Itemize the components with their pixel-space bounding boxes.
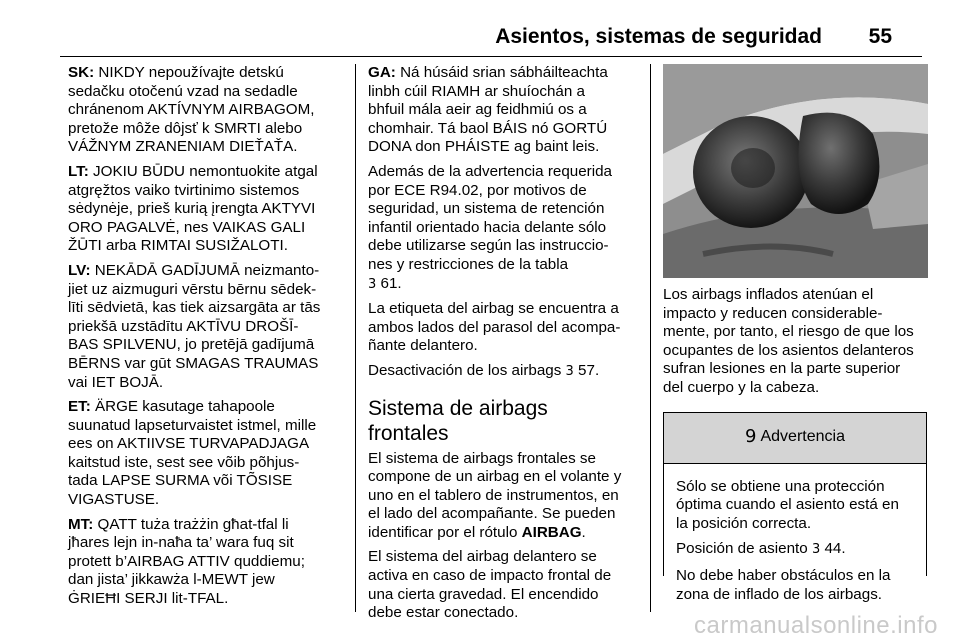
page-ref-link[interactable]: 57. bbox=[573, 361, 600, 379]
warning-text-position: Sólo se obtiene una protección óptima cuando el asiento está en la posición correcta. bbox=[676, 477, 899, 532]
warning-text: NIKDY nepoužívajte detskú sedačku otočenú vzad na sedadle chránenom AKTÍVNYM AIRBAGOM, pretože môže dôjsť k SMRTI alebo VÁŽNYM ZRANENIAM DIEŤAŤA. bbox=[68, 64, 315, 156]
body-text: Posición de asiento bbox=[676, 540, 812, 558]
language-code: ET: bbox=[68, 398, 91, 416]
language-code: MT: bbox=[68, 515, 94, 533]
figure-caption: Los airbags inflados atenúan el impacto y reducen considerable- mente, por tanto, el riesgo de que los ocupantes de los asientos delanteros sufran lesiones en la parte superior del cuerpo y la cabeza. bbox=[663, 286, 914, 396]
warning-title: Advertencia bbox=[760, 428, 845, 446]
warning-paragraph-lv bbox=[68, 262, 352, 392]
language-code: LT: bbox=[68, 162, 89, 180]
body-paragraph-ece bbox=[368, 163, 636, 294]
warning-paragraph-lt bbox=[68, 163, 352, 256]
middle-column bbox=[368, 64, 636, 629]
header-divider bbox=[60, 56, 922, 57]
page-title: Asientos, sistemas de seguridad bbox=[495, 25, 822, 48]
inflated-airbags-image bbox=[663, 64, 928, 278]
warning-paragraph-mt bbox=[68, 516, 352, 609]
body-paragraph-system bbox=[368, 450, 636, 543]
warning-box bbox=[663, 412, 927, 603]
left-column bbox=[68, 64, 352, 615]
body-paragraph-label: La etiqueta del airbag se encuentra a ambos lados del parasol del acompa- ñante delantero. bbox=[368, 300, 621, 355]
column-divider-right bbox=[650, 64, 651, 612]
body-text: . bbox=[581, 523, 586, 541]
watermark: carmanualsonline.info bbox=[694, 612, 938, 639]
warning-text: Ná húsáid srian sábháilteachta linbh cúil RIAMH ar shuíochán a bhfuil mála aeir ag feidhmiú os a chomhair. Tá baol BÁIS nó GORTÚ DONA don PHÁISTE ag baint leis. bbox=[368, 64, 608, 156]
warning-paragraph-sk bbox=[68, 64, 352, 157]
page-ref-icon: 3 bbox=[368, 276, 377, 292]
language-code: GA: bbox=[368, 64, 396, 81]
warning-text: QATT tuża trażżin għat-tfal li jħares lejn in-naħa ta’ wara fuq sit protett b’AIRBAG ATTIV quddiemu; dan jista’ jikkawża l-MEWT jew ĠRIEĦI SERJI lit-TFAL. bbox=[68, 515, 305, 608]
warning-text: ÄRGE kasutage tahapoole suunatud lapseturvaistet istmel, mille ees on AKTIIVSE TURVAPADJAGA kaitstud iste, sest see võib põhjus- tada LAPSE SURMA või TÕSISE VIGASTUSE. bbox=[68, 398, 317, 509]
page-header bbox=[60, 25, 900, 55]
column-divider-left bbox=[355, 64, 356, 612]
section-heading: Sistema de airbags frontales bbox=[368, 396, 548, 445]
body-text: Desactivación de los airbags bbox=[368, 361, 566, 379]
page-number: 55 bbox=[868, 25, 892, 48]
warning-text-obstacles: No debe haber obstáculos en la zona de inflado de los airbags. bbox=[676, 566, 891, 603]
warning-paragraph-ga bbox=[368, 64, 636, 157]
body-text: Además de la advertencia requerida por ECE R94.02, por motivos de seguridad, un sistema de retención infantil orientado hacia delante sólo debe utilizarse según las instruccio- nes y restricciones de la tabla bbox=[368, 162, 612, 273]
warning-paragraph-et bbox=[68, 398, 352, 510]
page-ref-icon: 3 bbox=[811, 542, 821, 558]
warning-header bbox=[664, 413, 926, 464]
warning-body bbox=[664, 464, 926, 605]
body-text: El sistema de airbags frontales se compone de un airbag en el volante y uno en el tablero de instrumentos, en el lado del acompañante. Se pueden identificar por el rótulo bbox=[368, 449, 622, 541]
page-ref-link[interactable]: 61. bbox=[376, 274, 402, 292]
language-code: LV: bbox=[68, 261, 91, 279]
body-paragraph-deactivation bbox=[368, 362, 636, 382]
body-paragraph-activation: El sistema del airbag delantero se activa en caso de impacto frontal de una cierta gravedad. El encendido debe estar conectado. bbox=[368, 548, 612, 622]
warning-text: NEKĀDĀ GADĪJUMĀ neizmanto- jiet uz aizmuguri vērstu bērnu sēdek- līti sēdvietā, kas tiek aizsargāta ar tās priekšā uzstādītu AKTĪVU DROŠĪ- BAS SPILVENU, jo pretējā gadījumā BĒRNS var gūt SMAGAS TRAUMAS vai IET BOJĀ. bbox=[68, 261, 321, 391]
page-ref-icon: 3 bbox=[565, 363, 574, 379]
warning-icon: 9 bbox=[745, 426, 757, 448]
airbag-illustration bbox=[663, 64, 928, 278]
language-code: SK: bbox=[68, 64, 95, 81]
warning-text-seat bbox=[676, 540, 914, 560]
right-column bbox=[663, 64, 928, 603]
warning-text: JOKIU BŪDU nemontuokite atgal atgręžtos vaiko tvirtinimo sistemos sėdynėje, prieš kurią įrengta AKTYVI ORO PAGALVĖ, nes VAIKAS GALI ŽŪTI arba RIMTAI SUSIŽALOTI. bbox=[68, 162, 318, 255]
page-ref-link[interactable]: 44. bbox=[820, 540, 846, 558]
airbag-label: AIRBAG bbox=[521, 523, 582, 541]
